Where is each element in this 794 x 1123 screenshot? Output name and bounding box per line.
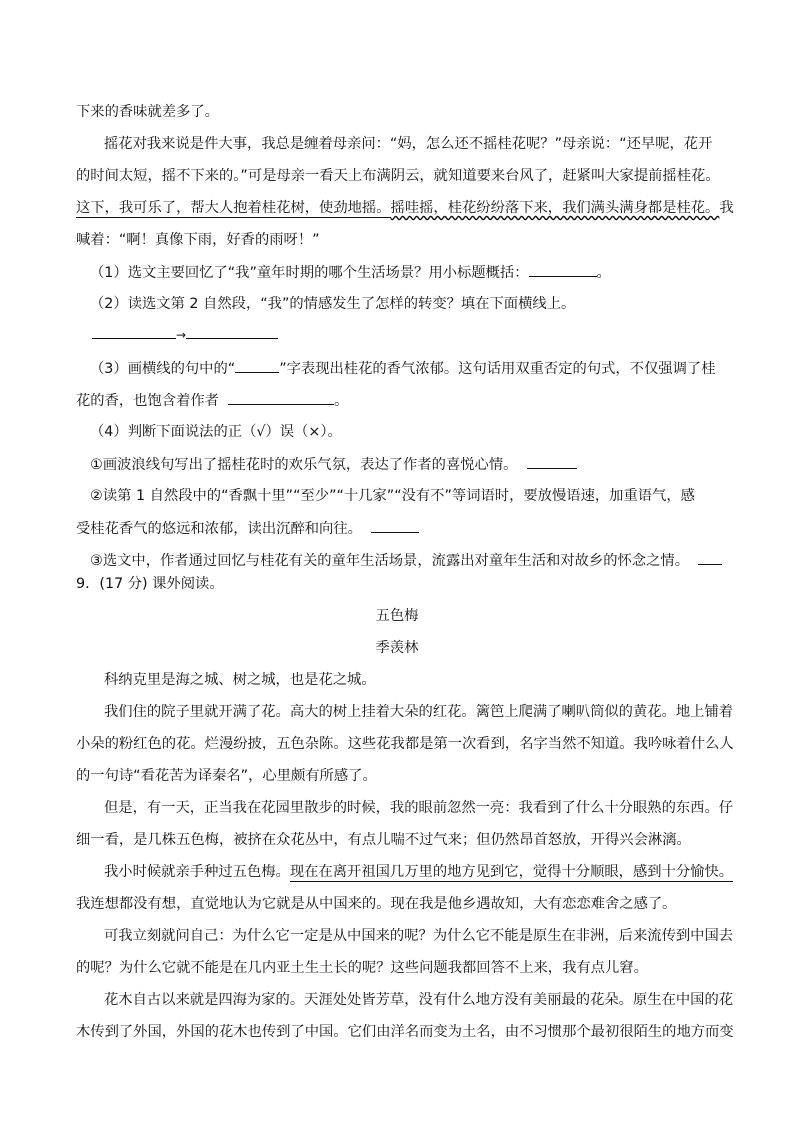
article-line: 我们住的院子里就开满了花。高大的树上挂着大朵的红花。篱笆上爬满了喇叭筒似的黄花。地上铺着 xyxy=(104,704,734,720)
statement-3 xyxy=(90,550,722,571)
wavy-underlined-sentence: 摇哇摇，桂花纷纷落下来，我们满头满身都是桂花。 xyxy=(390,200,720,216)
article-title: 五色梅 xyxy=(375,608,419,624)
article-line: 但是，有一天，正当我在花园里散步的时候，我的眼前忽然一亮：我看到了什么十分眼熟的东西。仔 xyxy=(104,800,734,816)
answer-blank[interactable] xyxy=(235,358,279,373)
arrow-icon: → xyxy=(176,328,187,342)
punctuation: 。 xyxy=(334,393,349,409)
article-line: 我连想都没有想，直觉地认为它就是从中国来的。现在我是他乡遇故知，大有恋恋难舍之感了。 xyxy=(76,896,677,912)
answer-blank[interactable] xyxy=(371,518,419,533)
answer-blank[interactable] xyxy=(529,262,597,277)
question-3 xyxy=(90,358,716,379)
answer-blank[interactable] xyxy=(186,324,278,339)
question-4: （4）判断下面说法的正（√）误（×）。 xyxy=(90,424,342,440)
question-3-text: ”字表现出桂花的香气浓郁。这句话用双重否定的句式，不仅强调了桂 xyxy=(279,361,716,377)
statement-text: ①画波浪线句写出了摇桂花时的欢乐气氛，表达了作者的喜悦心情。 xyxy=(90,457,518,473)
answer-blank[interactable] xyxy=(698,550,722,565)
question-3-continued xyxy=(76,390,348,411)
question-2: （2）读选文第 2 自然段，“我”的情感发生了怎样的转变？填在下面横线上。 xyxy=(90,296,576,312)
answer-blank[interactable] xyxy=(527,454,577,469)
question-1-text: （1）选文主要回忆了“我”童年时期的哪个生活场景？用小标题概括： xyxy=(90,265,529,281)
question-3-text: 花的香，也饱含着作者 xyxy=(76,393,219,409)
statement-text: ③选文中，作者通过回忆与桂花有关的童年生活场景，流露出对童年生活和对故乡的怀念之情。 xyxy=(90,553,689,569)
underlined-sentence: 这下，我可乐了，帮大人抱着桂花树，使劲地摇。 xyxy=(76,200,391,216)
question-1 xyxy=(90,262,611,283)
article-author: 季羡林 xyxy=(375,640,419,656)
text-fragment: 我小时候就亲手种过五色梅。 xyxy=(104,864,290,880)
article-line xyxy=(104,862,733,882)
text-fragment: 我 xyxy=(719,200,734,216)
answer-blank[interactable] xyxy=(228,390,334,405)
passage-line: 摇花对我来说是件大事，我总是缠着母亲问：“妈，怎么还不摇桂花呢？”母亲说：“还早呢，花开 xyxy=(104,136,713,152)
statement-2-continued xyxy=(76,518,419,539)
statement-2: ②读第 1 自然段中的“香飘十里”“至少”“十几家”“没有不”等词语时，要放慢语速，加重语气，感 xyxy=(90,488,695,504)
article-line: 的一句诗“看花苦为译秦名”，心里颇有所感了。 xyxy=(76,768,377,784)
underlined-sentence: 现在在离开祖国几万里的地方见到它，觉得十分顺眼，感到十分愉快。 xyxy=(289,864,734,880)
question-9-heading: 9．(17 分) 课外阅读。 xyxy=(76,576,224,592)
article-line: 花木自古以来就是四海为家的。天涯处处皆芳草，没有什么地方没有美丽最的花朵。原生在中国的花 xyxy=(104,992,734,1008)
article-line: 小朵的粉红色的花。烂漫纷披，五色杂陈。这些花我都是第一次看到，名字当然不知道。我吟咏着什么人 xyxy=(76,736,734,752)
punctuation: 。 xyxy=(596,265,611,281)
statement-1 xyxy=(90,454,577,475)
statement-text: 受桂花香气的悠远和浓郁，读出沉醉和向往。 xyxy=(76,521,362,537)
article-line: 细一看，是几株五色梅，被挤在众花丛中，有点儿喘不过气来；但仍然昂首怒放，开得兴会淋漓。 xyxy=(76,832,691,848)
article-line: 木传到了外国，外国的花木也传到了中国。它们由洋名而变为土名，由不习惯那个最初很陌生的地方而变 xyxy=(76,1024,734,1040)
question-3-text: （3）画横线的句中的“ xyxy=(90,361,236,377)
passage-line: 下来的香味就差多了。 xyxy=(76,104,219,120)
passage-line xyxy=(76,198,734,218)
answer-blank[interactable] xyxy=(92,324,176,339)
article-line: 的呢？为什么它就不能是在几内亚土生土长的呢？这些问题我都回答不上来，我有点儿窘。 xyxy=(76,960,648,976)
question-2-answer-line xyxy=(92,324,278,345)
article-line: 科纳克里是海之城、树之城，也是花之城。 xyxy=(104,672,376,688)
article-line: 可我立刻就问自己：为什么它一定是从中国来的呢？为什么它不能是原生在非洲，后来流传到中国去 xyxy=(104,928,734,944)
passage-line: 喊着：“啊！真像下雨，好香的雨呀！” xyxy=(76,232,320,248)
passage-line: 的时间太短，摇不下来的。”可是母亲一看天上布满阴云，就知道要来台风了，赶紧叫大家提前摇桂花。 xyxy=(76,168,720,184)
